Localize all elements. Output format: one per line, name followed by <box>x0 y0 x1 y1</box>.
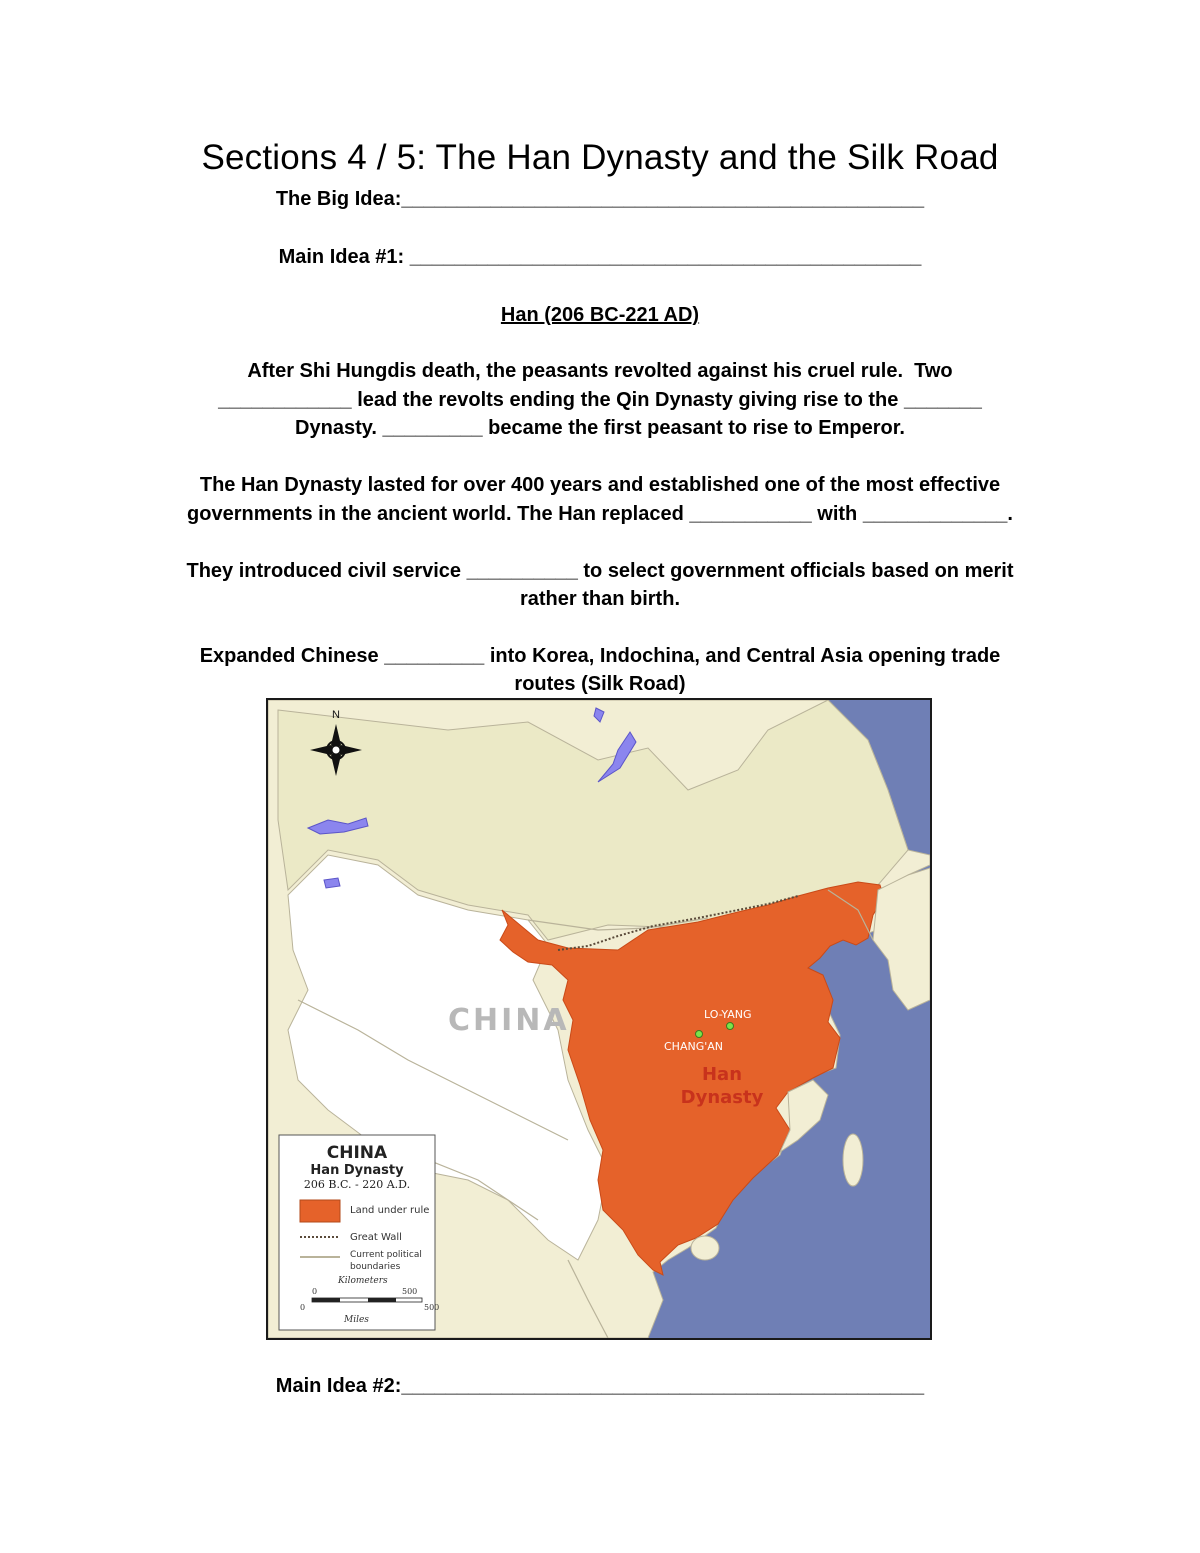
han-dynasty-map <box>266 698 932 1340</box>
legend-wall-label: Great Wall <box>350 1232 402 1243</box>
paragraph-1-line-2: ____________ lead the revolts ending the Qin Dynasty giving rise to the _______ <box>218 389 982 411</box>
legend-land-label: Land under rule <box>350 1205 430 1216</box>
main-idea-1-prompt: Main Idea #1: ______________________________________________ <box>278 246 922 268</box>
changan-label: CHANG'AN <box>664 1040 724 1053</box>
legend-land-swatch <box>300 1200 340 1222</box>
han-label-line-2: Dynasty <box>680 1087 764 1108</box>
paragraph-4-line-1: Expanded Chinese _________ into Korea, Indochina, and Central Asia opening trade <box>199 645 1001 667</box>
legend-scale-km-label: Kilometers <box>338 1276 388 1286</box>
legend-scale-mi-0: 0 <box>300 1303 306 1312</box>
paragraph-1-line-1: After Shi Hungdis death, the peasants revolted against his cruel rule. Two <box>247 360 953 382</box>
map-legend <box>279 1135 439 1330</box>
legend-dates: 206 B.C. - 220 A.D. <box>303 1178 411 1191</box>
legend-scale-mi-label: Miles <box>344 1315 369 1325</box>
main-idea-2-prompt: Main Idea #2:_______________________________________________ <box>275 1375 925 1397</box>
changan-dot <box>696 1031 703 1038</box>
page-title: Sections 4 / 5: The Han Dynasty and the Silk Road <box>201 138 999 177</box>
compass-north-label: N <box>332 709 340 721</box>
legend-title: CHINA <box>326 1143 388 1163</box>
taiwan-island <box>843 1134 863 1186</box>
legend-scale-mi-500: 500 <box>424 1303 440 1312</box>
luoyang-dot <box>727 1023 734 1030</box>
section-subheading: Han (206 BC-221 AD) <box>500 304 700 326</box>
legend-scale-bar <box>312 1298 422 1302</box>
paragraph-3-line-1: They introduced civil service __________ to select government officials based on merit <box>186 560 1014 582</box>
big-idea-prompt: The Big Idea:_______________________________________________ <box>275 188 925 210</box>
paragraph-4-line-2: routes (Silk Road) <box>514 673 686 695</box>
paragraph-1-line-3: Dynasty. _________ became the first peasant to rise to Emperor. <box>295 417 905 439</box>
lake-small-west <box>324 878 340 888</box>
hainan-island <box>691 1236 719 1260</box>
legend-boundary-label-1: Current political <box>350 1250 422 1260</box>
china-region-label: CHINA <box>448 1003 570 1038</box>
legend-scale-km-0: 0 <box>312 1287 318 1296</box>
han-label-line-1: Han <box>701 1064 743 1085</box>
paragraph-2-line-2: governments in the ancient world. The Han replaced ___________ with _____________. <box>187 503 1013 525</box>
legend-scale-km-500: 500 <box>402 1287 418 1296</box>
paragraph-2-line-1: The Han Dynasty lasted for over 400 years and established one of the most effective <box>199 474 1001 496</box>
paragraph-3-line-2: rather than birth. <box>519 588 680 610</box>
legend-subtitle: Han Dynasty <box>310 1163 404 1178</box>
legend-boundary-label-2: boundaries <box>350 1262 401 1272</box>
luoyang-label: LO-YANG <box>704 1008 752 1021</box>
